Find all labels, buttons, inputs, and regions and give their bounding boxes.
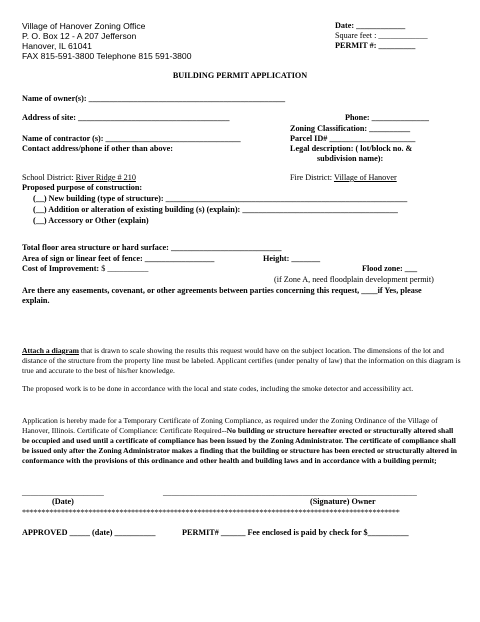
date-signature-label: (Date) [52, 497, 74, 506]
accessory-option[interactable]: (__) Accessory or Other (explain) [33, 216, 149, 225]
square-feet-field[interactable]: Square feet : ____________ [335, 31, 428, 40]
separator-stars: ************************************************************************************************* [22, 508, 400, 517]
cost-label: Cost of Improvement: [22, 264, 100, 273]
application-bold-text: No building or structure hereafter erected or structurally altered shall be occupied and used until a certificate of compliance has been issued by the Zoning Administrator. The certificate of compliance shall be issued only after the Zoning Administrator makes a finding that the building or structure has been erected or structurally altered in conformance with the provisions of this ordinance and other health and building laws and in accordance with a building permit; [22, 426, 458, 465]
legal-description-label: Legal description: ( lot/block no. & [290, 144, 413, 153]
school-district [22, 173, 136, 183]
owner-field[interactable]: Name of owner(s): ________________________________________________ [22, 94, 286, 103]
cost-field[interactable] [22, 264, 148, 274]
office-name: Village of Hanover Zoning Office [22, 21, 146, 31]
easements-explain: explain. [22, 296, 50, 305]
new-building-option[interactable]: (__) New building (type of structure): ___________________________________________________________ [33, 194, 408, 203]
permit-number-field[interactable]: PERMIT #: _________ [335, 41, 416, 50]
office-address: P. O. Box 12 - A 207 Jefferson [22, 31, 137, 41]
parcel-id-field[interactable]: Parcel ID# _____________________ [290, 134, 416, 143]
owner-signature-line[interactable]: ______________________________________________________________ [163, 488, 417, 497]
contractor-field[interactable]: Name of contractor (s): _________________________________ [22, 134, 241, 143]
diagram-text: that is drawn to scale showing the results this request would have on the subject location. The dimensions of the lot and distance of the structure from the property line must be labeled. Applicant certifies (under penalty of law) that the information on this diagram is true and accurate to the best of his/her knowledge. [22, 346, 461, 375]
contact-address-label: Contact address/phone if other than above: [22, 144, 173, 153]
application-text: Application is hereby made for a Temporary Certificate of Zoning Compliance, as required under the Zoning Ordinance of the Village of Hanover, Illinois. Certificate of Compliance: Certificate Required-- [22, 416, 438, 435]
flood-zone-note: (if Zone A, need floodplain development permit) [274, 275, 434, 284]
school-district-label: School District: [22, 173, 76, 182]
permit-fee-field[interactable]: PERMIT# ______ Fee enclosed is paid by check for $__________ [182, 528, 409, 537]
approved-field[interactable]: APPROVED _____ (date) __________ [22, 528, 156, 537]
application-paragraph [22, 416, 462, 466]
diagram-paragraph [22, 346, 462, 376]
easements-question[interactable]: Are there any easements, covenant, or other agreements between parties concerning this request, ____if Yes, please [22, 286, 422, 295]
attach-diagram-label: Attach a diagram [22, 346, 79, 355]
site-address-field[interactable]: Address of site: _____________________________________ [22, 113, 230, 122]
owner-signature-label: (Signature) Owner [310, 497, 376, 506]
office-contact: FAX 815-591-3800 Telephone 815 591-3800 [22, 51, 192, 61]
school-district-value: River Ridge # 210 [75, 173, 136, 182]
flood-zone-field[interactable]: Flood zone: ___ [362, 264, 418, 273]
date-field[interactable]: Date: ____________ [335, 21, 406, 30]
legal-description-subdivision: subdivision name): [317, 154, 384, 163]
date-signature-line[interactable]: ____________________ [22, 488, 104, 497]
zoning-classification-field[interactable]: Zoning Classification: __________ [290, 124, 411, 133]
phone-field[interactable]: Phone: ______________ [345, 113, 429, 122]
fire-district-value: Village of Hanover [333, 173, 397, 182]
addition-option[interactable]: (__) Addition or alteration of existing building (s) (explain): ______________________________________ [33, 205, 398, 214]
fire-district-label: Fire District: [290, 173, 334, 182]
floor-area-field[interactable]: Total floor area structure or hard surface: ___________________________ [22, 243, 282, 252]
office-city: Hanover, IL 61041 [22, 41, 92, 51]
purpose-heading: Proposed purpose of construction: [22, 183, 143, 192]
page-title: BUILDING PERMIT APPLICATION [172, 71, 308, 80]
fire-district [290, 173, 397, 183]
height-field[interactable]: Height: _______ [263, 254, 321, 263]
sign-area-field[interactable]: Area of sign or linear feet of fence: _________________ [22, 254, 215, 263]
cost-value: $ __________ [99, 264, 149, 273]
work-paragraph: The proposed work is to be done in accordance with the local and state codes, including the smoke detector and accessibility act. [22, 384, 414, 393]
